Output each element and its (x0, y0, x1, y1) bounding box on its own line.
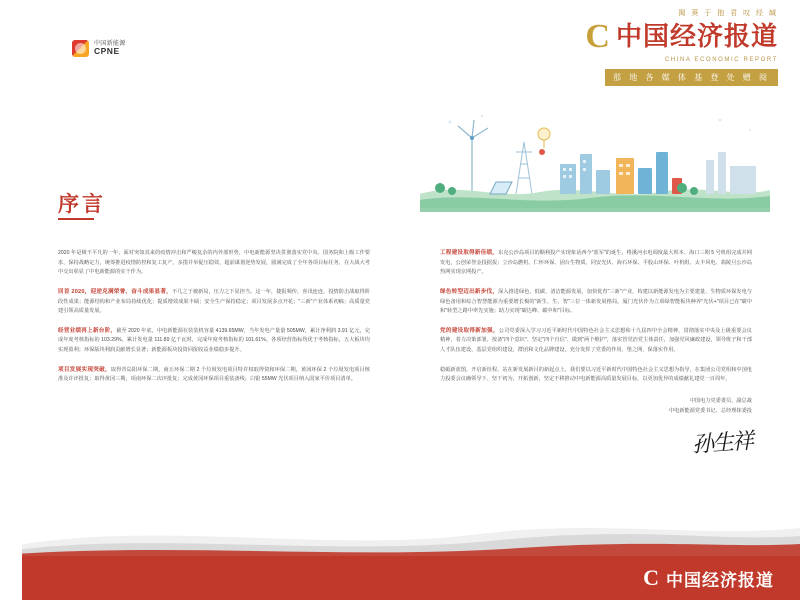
masthead-subtitle: 那 地 各 媒 体 基 登 处 赠 阅 (605, 69, 778, 86)
paragraph-lead: 经营业绩再上新台阶， (58, 327, 117, 334)
signature-line-2: 中电新能源党委书记、总经理抹委投 (668, 407, 752, 414)
paragraph-text: 取得青岛阳环保二期，商丘环保二期 2 个垃圾发电项目特许权取得资和环保二期，黄冈环保 2 个垃圾发电项目核准及许评批复；取得黄冈三期，项南环保二次评批复；完成黄冈环保项目重装备线；白银 55MW 光伏项目纳入国家平价项目清单。 (58, 366, 370, 383)
footer-logo (643, 566, 774, 591)
footer-title: 中国经济报道 (666, 570, 774, 590)
cpne-brand-cn: 中国新能源 (94, 40, 126, 47)
paragraph-text: 公司党委深入学习习近平新时代中国特色社会主义思想和十九届四中全会精神，贯彻落实中央及上级重要会议精神，着力决策部署，按备"四个意识"、坚定"四个自信"、做到"两个维护"，落实管党治党主体责任，加强党风廉政建设，领导班子和干部人才队伍建设，基层党组织建设，群团和文化品牌建设，充分发挥了党委的作用、堡之网、保落实作用。 (440, 327, 752, 353)
paragraph (440, 287, 752, 317)
cpne-brand-logo (72, 40, 126, 57)
paragraph-lead: 项目发展实现突破， (58, 366, 111, 373)
paragraph-text: 东克公沙岛项目的顺利投产实现象话西今"蓝军"的诞生，格溪河水电调度最大坝本、海口三期 5 号机组完成并网发电，公创荣誉金投据报；立沙岛燃机、仁怀环保、固台生物质、同安光伏、海石环保、平股山环保、叶机组、太丰风电、翡陵旦公沙岛热网实现京网投产。 (440, 250, 752, 276)
title-underline (58, 218, 94, 220)
cpne-logo-icon (72, 40, 89, 57)
paragraph (440, 365, 752, 385)
paragraph-text: 2020 年是极不平凡的一年，面对突如其来的疫情冲击和严峻复杂的内外部形势，中电新能源坚决贯彻落实党中央、国务院和上级工作要求，保持战略定力，统筹推进疫情防控和复工复产，多措并举促压稳效，超前谋划逆势发展，圆满完成了全年各项目标任务，在大战大考中交出彰显了中电新能源的实干作为。 (58, 250, 370, 276)
paragraph (440, 248, 752, 278)
footer-wave-decoration (0, 508, 800, 556)
paragraph-lead: 绿色转型迈出新步伐， (440, 288, 499, 295)
body-column-left (58, 248, 370, 397)
paragraph (58, 365, 370, 385)
paragraph (58, 248, 370, 278)
paragraph (58, 326, 370, 356)
cpne-brand-en: CPNE (94, 46, 120, 57)
footer-initial-icon: C (643, 565, 659, 590)
page-left-margin (0, 0, 22, 600)
masthead-title-row (478, 20, 778, 54)
paragraph-lead: 工程建设取得新佳绩， (440, 250, 499, 256)
page-title: 序言 (58, 192, 106, 216)
masthead-title: 中国经济报道 (615, 22, 778, 51)
masthead (478, 8, 778, 86)
cpne-brand-text (94, 41, 126, 56)
signature-block (440, 397, 752, 417)
paragraph-text: 深入推进绿色、低碳、清洁能源发展，加快优育"三新"产业，构建以新能源发电为主要建量、生物质环保发电与绿色备用和综合智慧能源为重要增长极的"新生、生、智"三位一体新发展格局。厦门光伏作为立项绿智能板块种养"光伏+"项目已在"碳中和"转型之路中率先实施；助力实现"碳达峰、碳中和"目标。 (440, 288, 752, 315)
green-energy-city-illustration (420, 108, 770, 218)
page-header (0, 0, 800, 92)
body-column-right (440, 248, 752, 461)
page-footer (0, 556, 800, 600)
signature-line-1: 中国电力党委委员、副总裁 (689, 397, 752, 404)
masthead-english: CHINA ECONOMIC REPORT (664, 57, 778, 63)
masthead-initial-icon: C (585, 18, 610, 55)
masthead-calligraphy: 揭 葵 于 抱 君 叹 经 缄 (678, 10, 778, 17)
paragraph-text: 不几之于被新局，压力之下显担当。这一年，捷报频传，喜讯连连。投情防击战取得阶段性成果；能源结构和产业布局持续优化；提质增效成果丰硕；安全生产保持稳定；项目发展多点开花；"三新"产业体系初稿；高质量党建引领高质量发展。 (58, 288, 370, 315)
paragraph-lead: 党的建设取得新加强， (440, 327, 499, 334)
paragraph (58, 287, 370, 317)
paragraph-text: 截至 2020 年底，中电新能源在装装机容量 4139.65MW，当年发电产量量 505MW，累计净利润 3.91 亿元，完成年度考核指标的 103.29%。累计发电量 111.89 亿千瓦时，完成年度考核指标的 101.61%。各项经营指标均优于考核指标，五大板块均实现盈利；环保版块利润贡献增长显著；新能源板块投资回报收益业绩稳步提升。 (58, 327, 370, 353)
paragraph-lead: 回首 2020，迎逆克满荣誉、奋斗成果显著， (58, 288, 172, 295)
handwritten-signature: 孙生祥 (691, 427, 753, 457)
paragraph-text: 稳砥新蓝图，开启新征程。站在新发展新目的新起点上，我们要以习近平新时代中国特色社会主义思想为指导，在集团公司党组和中国电力投委会议确领导下、坚干初为，开拓创新，坚定不移推动中电新能源高质量发展目标，以更加优异的成绩献礼建党一百周年。 (440, 366, 752, 383)
paragraph (440, 326, 752, 356)
